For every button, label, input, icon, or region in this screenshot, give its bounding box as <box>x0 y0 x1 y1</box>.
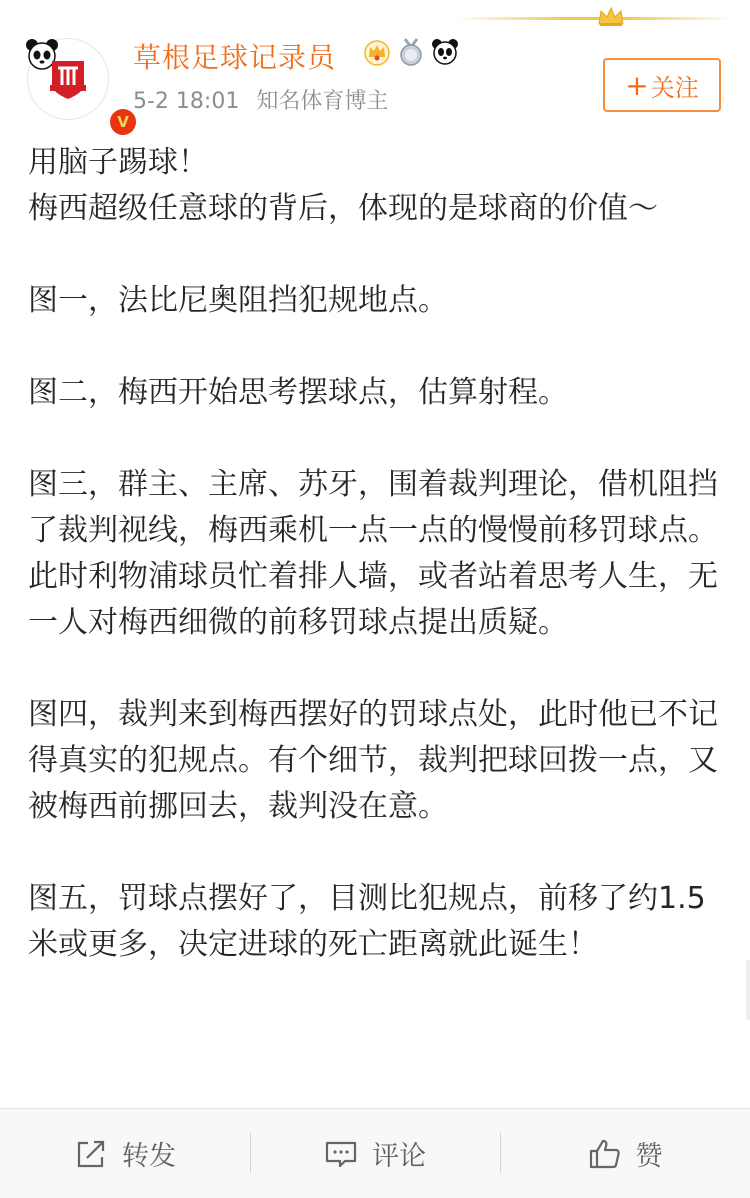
post-source: 知名体育博主 <box>256 89 389 114</box>
post-header <box>0 20 750 130</box>
post-paragraph: 用脑子踢球！ 梅西超级任意球的背后，体现的是球商的价值～ <box>28 145 658 226</box>
post-meta <box>133 84 388 115</box>
action-bar <box>0 1108 750 1198</box>
post-paragraph: 图四，裁判来到梅西摆好的罚球点处，此时他已不记得真实的犯规点。有个细节，裁判把球回拨一点，又被梅西前挪回去，裁判没在意。 <box>28 697 718 824</box>
post-time: 5-2 18:01 <box>133 89 240 114</box>
crown-badge-icon[interactable] <box>362 37 392 67</box>
club-shield-logo <box>50 59 86 101</box>
post-paragraph: 图二，梅西开始思考摆球点，估算射程。 <box>28 375 568 410</box>
avatar[interactable] <box>27 38 129 131</box>
follow-label: 关注 <box>650 73 699 102</box>
repost-button[interactable] <box>0 1109 250 1198</box>
post-paragraph: 图一，法比尼奥阻挡犯规地点。 <box>28 283 448 318</box>
scroll-indicator <box>746 960 750 1020</box>
follow-button[interactable] <box>603 58 721 112</box>
username[interactable]: 草根足球记录员 <box>133 41 337 74</box>
post-paragraph: 图五，罚球点摆好了，目测比犯规点，前移了约1.5米或更多，决定进球的死亡距离就此诞生！ <box>28 881 706 962</box>
comment-label: 评论 <box>372 1141 426 1172</box>
like-label: 赞 <box>635 1141 663 1172</box>
repost-label: 转发 <box>122 1141 176 1172</box>
medal-badge-icon[interactable] <box>396 37 426 67</box>
plus-icon: + <box>625 68 649 102</box>
post-paragraph: 图三，群主、主席、苏牙，围着裁判理论，借机阻挡了裁判视线，梅西乘机一点一点的慢慢前移罚球点。此时利物浦球员忙着排人墙，或者站着思考人生，无一人对梅西细微的前移罚球点提出质疑。 <box>28 467 718 640</box>
verified-badge-icon: V <box>108 107 138 137</box>
thumbs-up-icon <box>588 1137 622 1171</box>
post-body <box>28 140 718 1014</box>
panda-badge-icon[interactable] <box>430 37 460 67</box>
repost-icon <box>74 1137 108 1171</box>
like-button[interactable] <box>500 1109 750 1198</box>
comment-button[interactable] <box>250 1109 500 1198</box>
comment-icon <box>324 1137 358 1171</box>
